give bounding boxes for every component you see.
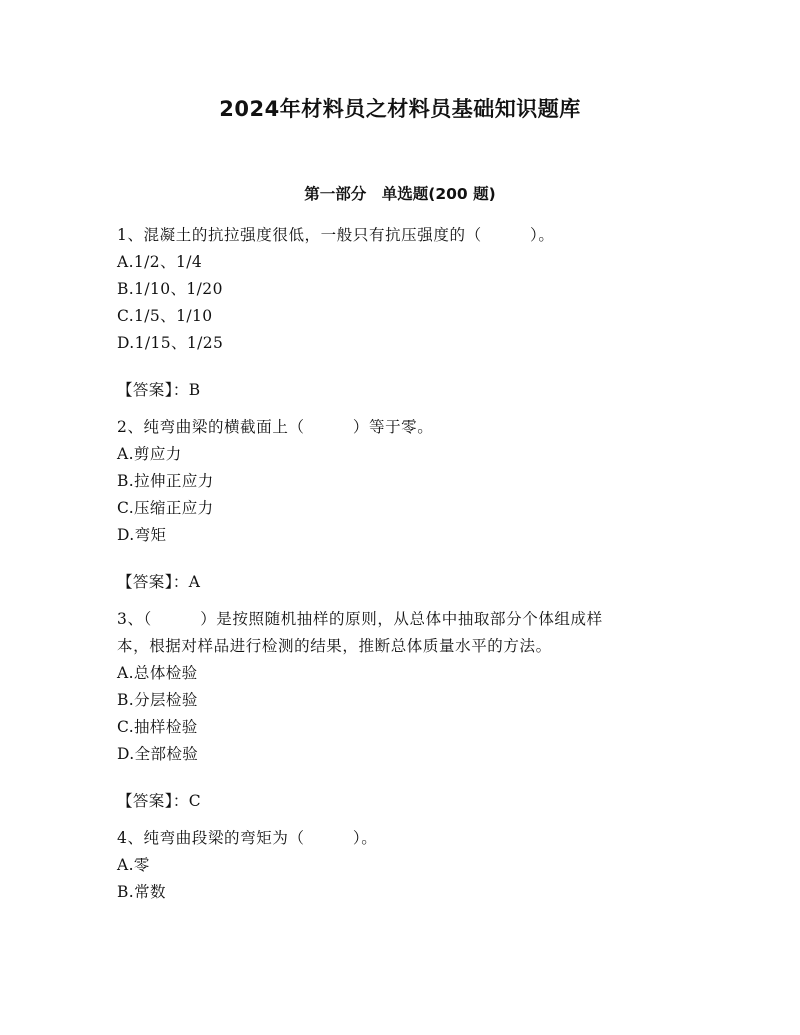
question-2	[117, 414, 717, 596]
question-1	[117, 222, 717, 404]
question-stem: 2、纯弯曲梁的横截面上（ ）等于零。	[117, 418, 434, 436]
question-list	[117, 222, 717, 906]
option-a: A.1/2、1/4	[117, 253, 203, 271]
option-b: B.1/10、1/20	[117, 280, 223, 298]
document-title: 2024年材料员之材料员基础知识题库	[219, 97, 581, 121]
option-c: C.压缩正应力	[117, 499, 214, 517]
question-stem: 1、混凝土的抗拉强度很低，一般只有抗压强度的（ ）。	[117, 226, 555, 244]
section-title: 第一部分 单选题(200 题)	[304, 185, 496, 203]
option-d: D.1/15、1/25	[117, 334, 224, 352]
answer: 【答案】：B	[117, 381, 201, 399]
question-stem-line-1: 3、（ ）是按照随机抽样的原则，从总体中抽取部分个体组成样	[117, 610, 603, 628]
option-a: A.剪应力	[117, 445, 182, 463]
option-b: B.拉伸正应力	[117, 472, 214, 490]
answer: 【答案】：C	[117, 792, 202, 810]
option-b: B.常数	[117, 883, 166, 901]
option-b: B.分层检验	[117, 691, 198, 709]
question-stem-line-2: 本，根据对样品进行检测的结果，推断总体质量水平的方法。	[117, 637, 552, 655]
option-c: C.抽样检验	[117, 718, 198, 736]
option-d: D.全部检验	[117, 745, 199, 763]
option-a: A.总体检验	[117, 664, 198, 682]
question-3	[117, 606, 717, 815]
question-stem: 4、纯弯曲段梁的弯矩为（ ）。	[117, 829, 378, 847]
option-a: A.零	[117, 856, 150, 874]
option-d: D.弯矩	[117, 526, 167, 544]
option-c: C.1/5、1/10	[117, 307, 213, 325]
question-4	[117, 825, 717, 906]
answer: 【答案】：A	[117, 573, 201, 591]
